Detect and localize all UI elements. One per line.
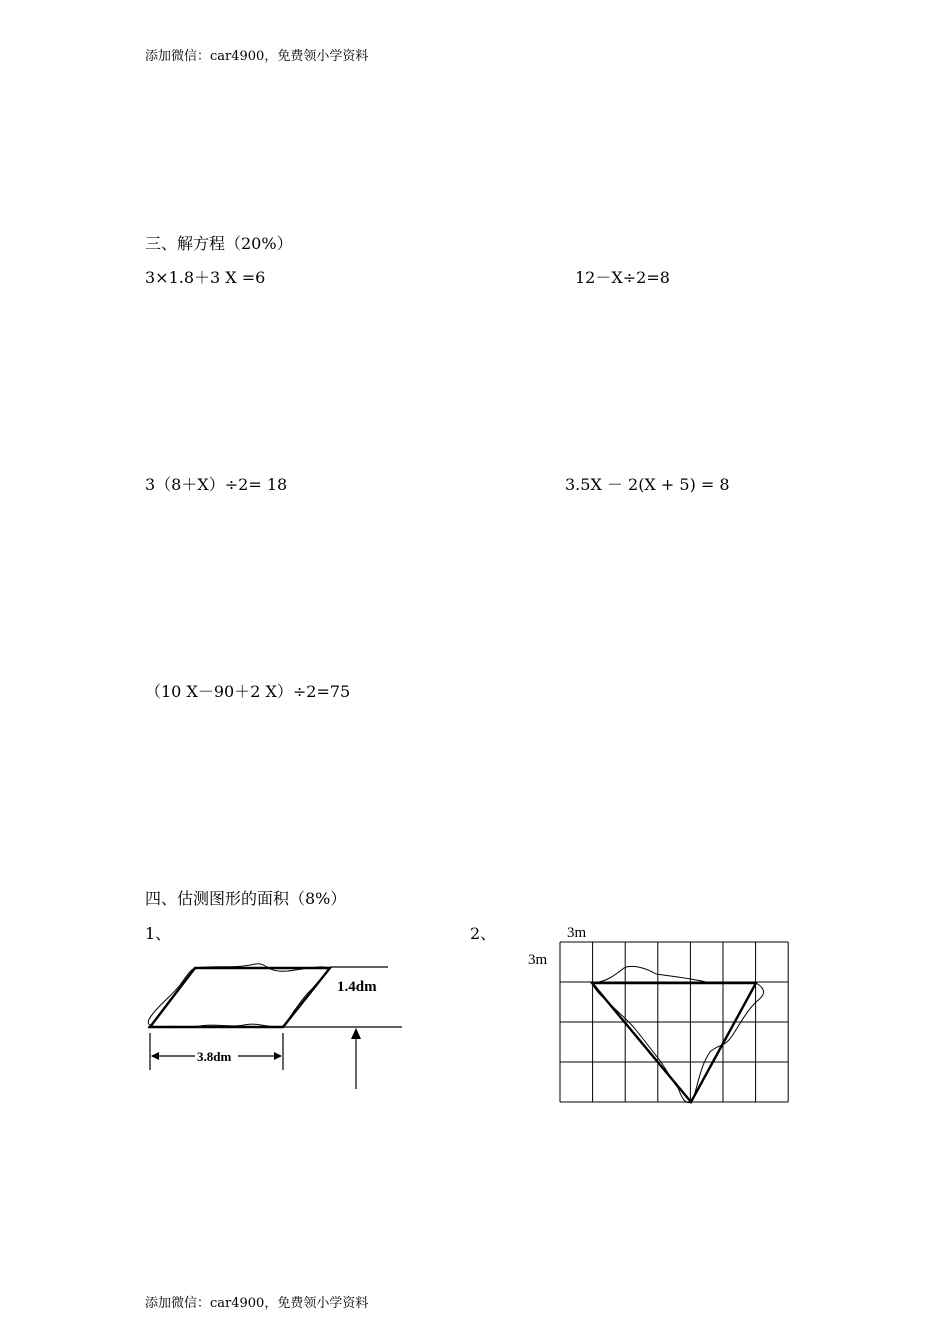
figure1-parallelogram: [140, 955, 410, 1100]
section3-title: 三、解方程（20%）: [145, 234, 293, 253]
page-header: 添加微信：car4900，免费领小学资料: [145, 49, 369, 64]
base-dimension-label: 3.8dm: [197, 1049, 232, 1064]
grid-top-label: 3m: [567, 925, 587, 941]
section4-title: 四、估测图形的面积（8%）: [145, 889, 347, 908]
figure2-label: 2、: [470, 924, 497, 943]
equation-1: 3×1.8＋3 X =6: [145, 268, 266, 287]
height-dimension-label: 1.4dm: [337, 979, 377, 995]
grid-side-label: 3m: [528, 952, 548, 968]
page-footer: 添加微信：car4900，免费领小学资料: [145, 1296, 369, 1311]
equation-5: （10 X－90＋2 X）÷2=75: [145, 682, 351, 701]
equation-4: 3.5X － 2(X + 5) = 8: [565, 475, 730, 494]
equation-2: 12－X÷2=8: [575, 268, 670, 287]
equation-3: 3（8＋X）÷2= 18: [145, 475, 288, 494]
up-arrow-icon: [351, 1028, 361, 1039]
figure1-label: 1、: [145, 924, 172, 943]
figure2-grid: [520, 918, 800, 1108]
